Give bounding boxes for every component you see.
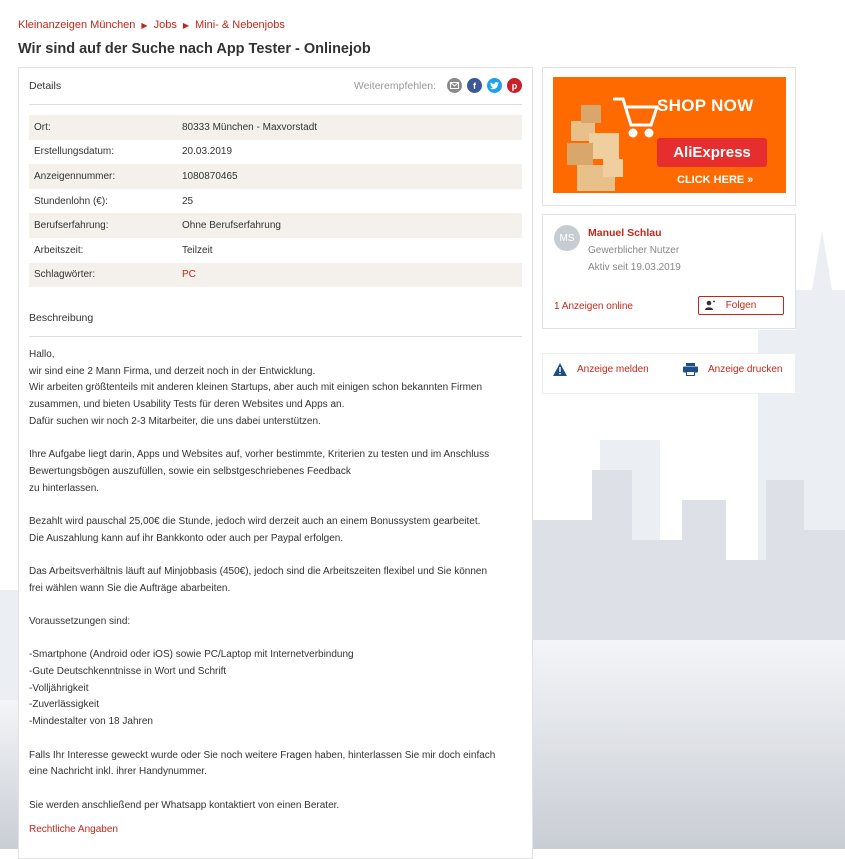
description-line [29,547,522,564]
share-label: Weiterempfehlen: [353,79,436,92]
seller-ads-online-link[interactable]: 1 Anzeigen online [554,301,633,312]
aliexpress-ad-banner[interactable] [553,77,786,193]
keyword-link-pc[interactable]: PC [182,269,196,281]
table-row [29,115,522,140]
table-row [29,238,522,263]
follow-button[interactable] [698,296,784,315]
description-line: -Mindestalter von 18 Jahren [29,716,153,728]
attribute-label: Berufserfahrung: [29,213,177,238]
print-ad-link[interactable] [683,363,783,376]
attribute-label: Schlagwörter: [29,263,177,288]
table-row [29,189,522,214]
details-header [29,68,522,105]
attribute-value: Ohne Berufserfahrung [177,213,522,238]
description-heading: Beschreibung [29,312,522,337]
seller-name[interactable]: Manuel Schlau [588,227,662,239]
printer-icon [683,363,698,376]
description-line: wir sind eine 2 Mann Firma, und derzeit noch in der Entwicklung. [29,365,316,377]
description-line: Bezahlt wird pauschal 25,00€ die Stunde, jedoch wird derzeit auch an einem Bonussystem gearbeitet. [29,515,481,527]
description-line: Ihre Aufgabe liegt darin, Apps und Websites auf, vorher bestimmte, Kriterien zu testen und im Anschluss [29,449,490,461]
attribute-value [177,263,522,288]
share-bar [354,78,522,93]
description-line [29,731,522,748]
description-line: -Gute Deutschkenntnisse in Wort und Schrift [29,666,227,678]
legal-info-link[interactable]: Rechtliche Angaben [29,824,118,835]
attribute-value: 20.03.2019 [182,146,233,158]
pinterest-icon[interactable]: p [507,78,522,93]
description-line: Falls Ihr Interesse geweckt wurde oder Sie noch weitere Fragen haben, hinterlassen Sie mir doch einfach [29,749,496,761]
follow-label: Folgen [725,300,757,311]
description-line [29,430,522,447]
description-line: zu hinterlassen. [29,482,100,494]
description-line: Das Arbeitsverhältnis läuft auf Minjobbasis (450€), jedoch sind die Arbeitszeiten flexibel und Sie können [29,565,488,577]
listing-card [18,67,533,859]
description-line [29,597,522,614]
attribute-label: Erstellungsdatum: [34,146,115,158]
attribute-label: Arbeitszeit: [34,244,84,256]
twitter-icon[interactable] [487,78,502,93]
description-line: Die Auszahlung kann auf ihr Bankkonto oder auch per Paypal erfolgen. [29,532,344,544]
description-line: Voraussetzungen sind: [29,616,131,627]
attribute-value: 25 [182,195,194,207]
print-ad-label: Anzeige drucken [708,364,783,375]
description-line: frei wählen wann Sie die Aufträge abarbeiten. [29,582,231,594]
ad-shop-now: SHOP NOW [657,96,754,115]
attribute-label: Ort: [29,115,177,140]
page-title: Wir sind auf der Suche nach App Tester - Onlinejob [18,41,371,57]
attribute-value: 80333 München - Maxvorstadt [177,115,522,140]
description-line [29,781,522,798]
attribute-value: 1080870465 [177,164,522,189]
description-line: -Smartphone (Android oder iOS) sowie PC/Laptop mit Internetverbindung [29,649,354,661]
ad-container [542,67,796,206]
attribute-label: Stundenlohn (€): [34,195,108,207]
report-ad-label: Anzeige melden [577,364,649,375]
table-row [29,263,522,288]
warning-icon [553,363,567,376]
description-line: Wir arbeiten größtenteils mit anderen kleinen Startups, aber auch mit einigen schon bekannten Firmen [29,382,483,394]
details-heading: Details [29,80,62,92]
description-line: zusammen, und bieten Usability Tests für deren Websites und Apps an. [29,399,345,411]
breadcrumb-item-jobs[interactable]: Jobs [153,19,177,31]
ad-click-here: CLICK HERE » [677,174,754,186]
description-line: -Volljährigkeit [29,682,89,694]
seller-card [542,214,796,329]
facebook-icon[interactable]: f [467,78,482,93]
breadcrumb [18,19,285,31]
ad-brand-aliexpress: AliExpress [657,138,767,167]
email-icon[interactable] [447,78,462,93]
table-row [29,213,522,238]
description-line: eine Nachricht inkl. ihrer Handynummer. [29,766,207,778]
user-plus-icon [705,300,715,311]
description-line [29,497,522,514]
breadcrumb-separator-icon: ▶ [141,20,148,30]
description-line: Bewertungsbögen auszufüllen, sowie ein selbstgeschriebenes Feedback [29,465,351,477]
listing-actions [542,353,796,394]
attributes-table [29,115,522,287]
seller-type: Gewerblicher Nutzer [588,245,680,256]
table-row [29,140,522,165]
seller-active-since: Aktiv seit 19.03.2019 [588,262,681,273]
table-row [29,164,522,189]
description-line: Dafür suchen wir noch 2-3 Mitarbeiter, die uns dabei unterstützen. [29,415,321,427]
report-ad-link[interactable] [553,363,649,376]
avatar: MS [554,225,580,251]
breadcrumb-item-munich[interactable]: Kleinanzeigen München [18,19,136,31]
shopping-cart-icon [613,99,657,136]
breadcrumb-item-minijobs[interactable]: Mini- & Nebenjobs [194,19,285,31]
description-line [29,631,522,648]
attribute-label: Anzeigennummer: [29,164,177,189]
description-line: Hallo, [29,349,55,360]
parcel-boxes-icon [567,105,623,191]
description-line: -Zuverlässigkeit [29,699,100,711]
breadcrumb-separator-icon: ▶ [182,20,189,30]
description-text [29,347,522,814]
description-line: Sie werden anschließend per Whatsapp kontaktiert von einen Berater. [29,799,340,811]
attribute-value: Teilzeit [182,244,213,256]
